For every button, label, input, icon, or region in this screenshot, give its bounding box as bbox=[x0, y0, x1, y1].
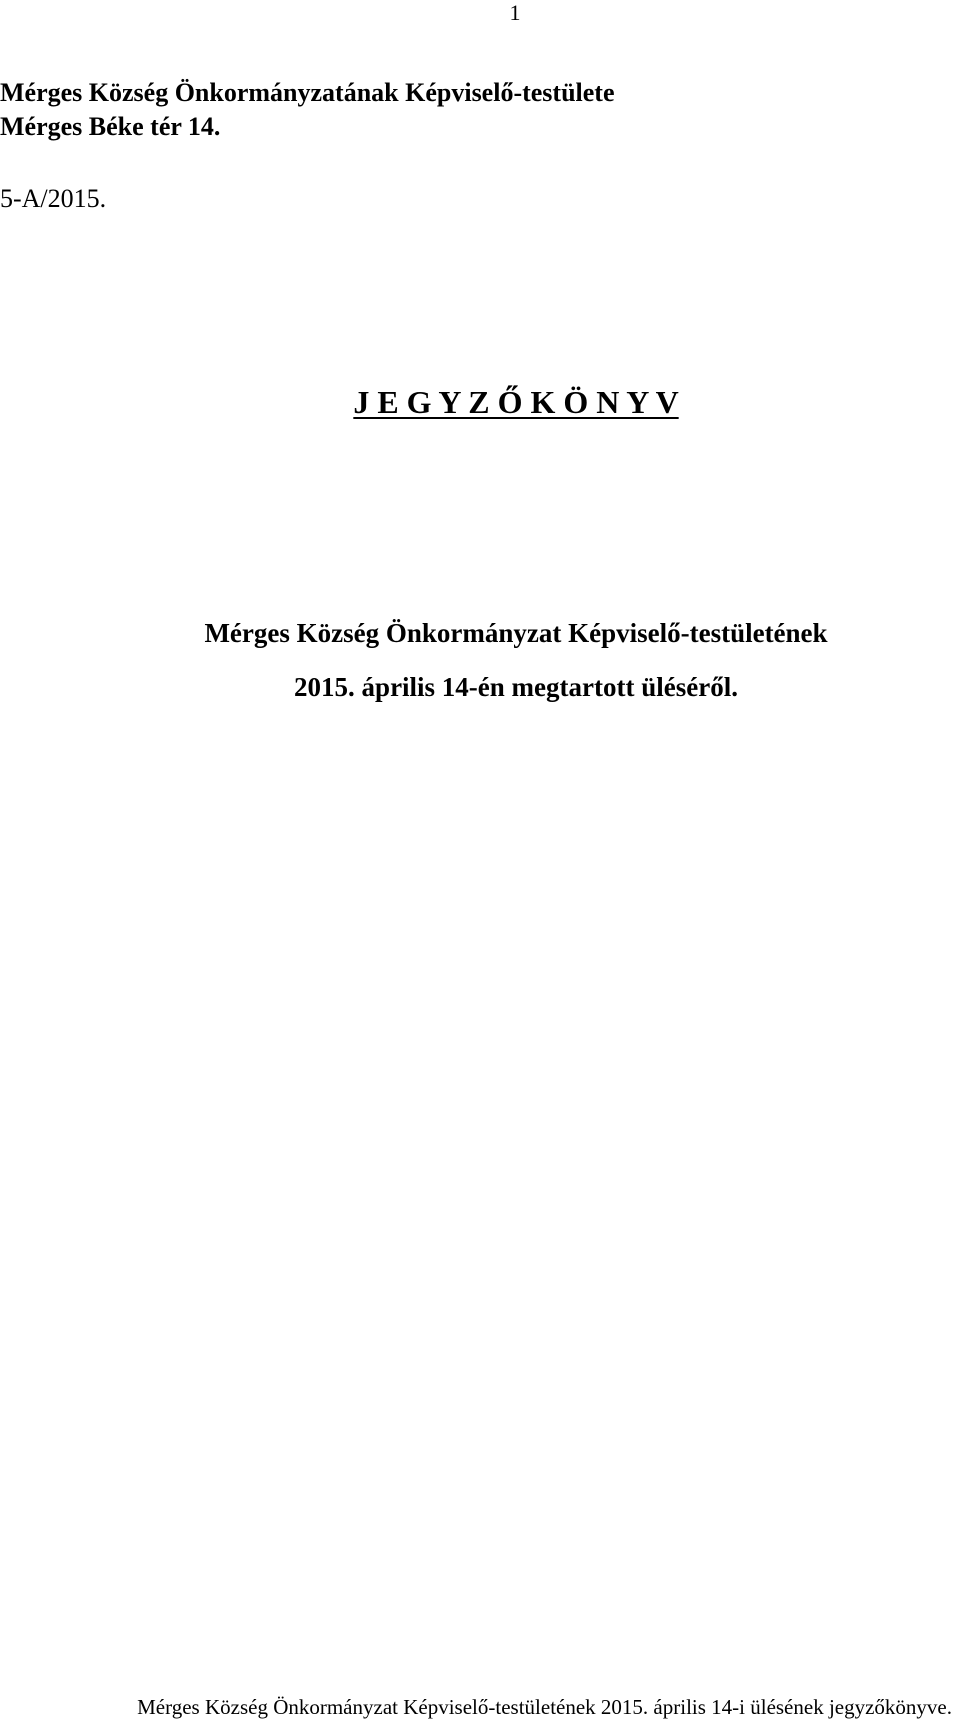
page-number: 1 bbox=[509, 0, 521, 25]
document-title bbox=[0, 382, 960, 422]
organization-address: Mérges Béke tér 14. bbox=[0, 112, 221, 141]
subtitle-line-2: 2015. április 14-én megtartott üléséről. bbox=[294, 672, 738, 702]
document-title-text: J E G Y Z Ő K Ö N Y V bbox=[353, 384, 679, 420]
page-footer: Mérges Község Önkormányzat Képviselő-testületének 2015. április 14-i ülésének jegyzőkönyve. bbox=[137, 1695, 952, 1719]
document-header bbox=[0, 76, 615, 144]
organization-name: Mérges Község Önkormányzatának Képviselő-testülete bbox=[0, 78, 615, 107]
registry-number: 5-A/2015. bbox=[0, 184, 107, 213]
subtitle-line-1: Mérges Község Önkormányzat Képviselő-testületének bbox=[204, 618, 828, 648]
